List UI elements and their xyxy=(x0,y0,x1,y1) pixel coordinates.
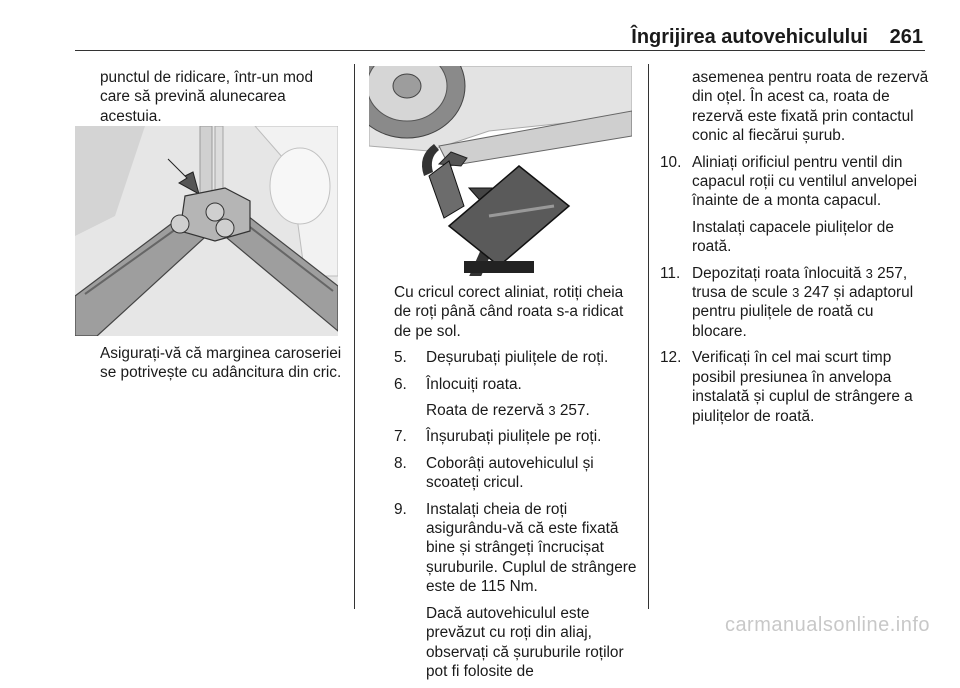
step-text: Aliniați orificiul pentru ventil din capacul roții cu ventilul anvelopei înainte de a monta capacul. xyxy=(692,153,918,210)
step-number: 6. xyxy=(394,375,407,393)
triangle-arrow-icon[interactable]: 3 xyxy=(865,265,873,281)
step-text: Înlocuiți roata. xyxy=(426,375,522,393)
step-9-subtext: Dacă autovehiculul este prevăzut cu roți din aliaj, observați că șuruburile roților pot fi folosite de xyxy=(426,604,624,680)
col1-caption: Asigurați-vă că marginea caroseriei se potrivește cu adâncitura din cric. xyxy=(100,345,342,382)
scissor-jack-figure xyxy=(369,66,632,276)
triangle-arrow-icon[interactable]: 3 xyxy=(548,403,556,419)
step-text: Instalați cheia de roți asigurându-vă că este fixată bine și strângeți încrucișat șuruburile. Cuplul de strângere este de 115 Nm. xyxy=(426,500,637,596)
triangle-arrow-icon[interactable]: 3 xyxy=(792,285,800,301)
step-text: Verificați în cel mai scurt timp posibil presiunea în anvelopa instalată și cuplul de strângere a piulițelor de roată. xyxy=(692,349,913,425)
step-number: 11. xyxy=(660,264,681,282)
col1-intro-text: punctul de ridicare, într-un mod care să prevină alunecarea acestuia. xyxy=(100,69,314,125)
column-1 xyxy=(100,68,345,126)
step-number: 8. xyxy=(394,454,407,472)
step-number: 12. xyxy=(660,349,682,367)
step-text: Înșurubați piulițele pe roți. xyxy=(426,428,602,446)
col3-intro-text: asemenea pentru roata de rezervă din oțel. În acest ca, roata de rezervă este fixată prin contactul conic al fiecărui șurub. xyxy=(692,69,929,145)
jack-bracket-figure xyxy=(75,126,338,336)
column-divider-1 xyxy=(354,64,355,609)
jack-bracket-illustration-icon xyxy=(75,126,338,336)
step-11 xyxy=(660,264,932,342)
step-text: Coborâți autovehiculul și scoateți cricul. xyxy=(426,454,594,492)
step-10-subtext: Instalați capacele piulițelor de roată. xyxy=(692,218,894,256)
step-number: 10. xyxy=(660,153,682,171)
step-6 xyxy=(394,375,644,394)
step-number: 5. xyxy=(394,349,407,367)
chapter-title: Îngrijirea autovehiculului xyxy=(631,26,868,48)
scissor-jack-illustration-icon xyxy=(369,66,632,276)
step-number: 7. xyxy=(394,428,407,446)
column-3 xyxy=(660,68,932,433)
step-5 xyxy=(394,348,644,367)
watermark: carmanualsonline.info xyxy=(724,614,930,636)
step-10 xyxy=(660,153,932,211)
step-text: 257, trusa de scule xyxy=(692,264,908,302)
step-9 xyxy=(394,500,644,597)
col1-caption-block xyxy=(100,344,345,383)
col2-intro-text: Cu cricul corect aliniat, rotiți cheia de roți până când roata s-a ridicat de pe sol. xyxy=(394,284,624,340)
page-number: 261 xyxy=(889,26,923,48)
step-text: Depozitați roata înlocuită xyxy=(692,264,866,282)
step-number: 9. xyxy=(394,500,407,518)
subtext-part: Roata de rezervă xyxy=(426,402,549,420)
step-6-subtext xyxy=(394,401,644,420)
step-text: 247 și adaptorul pentru piulițele de roată cu blocare. xyxy=(692,284,914,340)
step-12 xyxy=(660,348,932,426)
step-8 xyxy=(394,454,644,493)
step-text: Deșurubați piulițele de roți. xyxy=(426,349,609,367)
column-divider-2 xyxy=(648,64,649,609)
step-7 xyxy=(394,427,644,446)
subtext-part: 257. xyxy=(555,402,590,420)
column-2 xyxy=(394,283,644,688)
header-rule xyxy=(75,50,925,51)
